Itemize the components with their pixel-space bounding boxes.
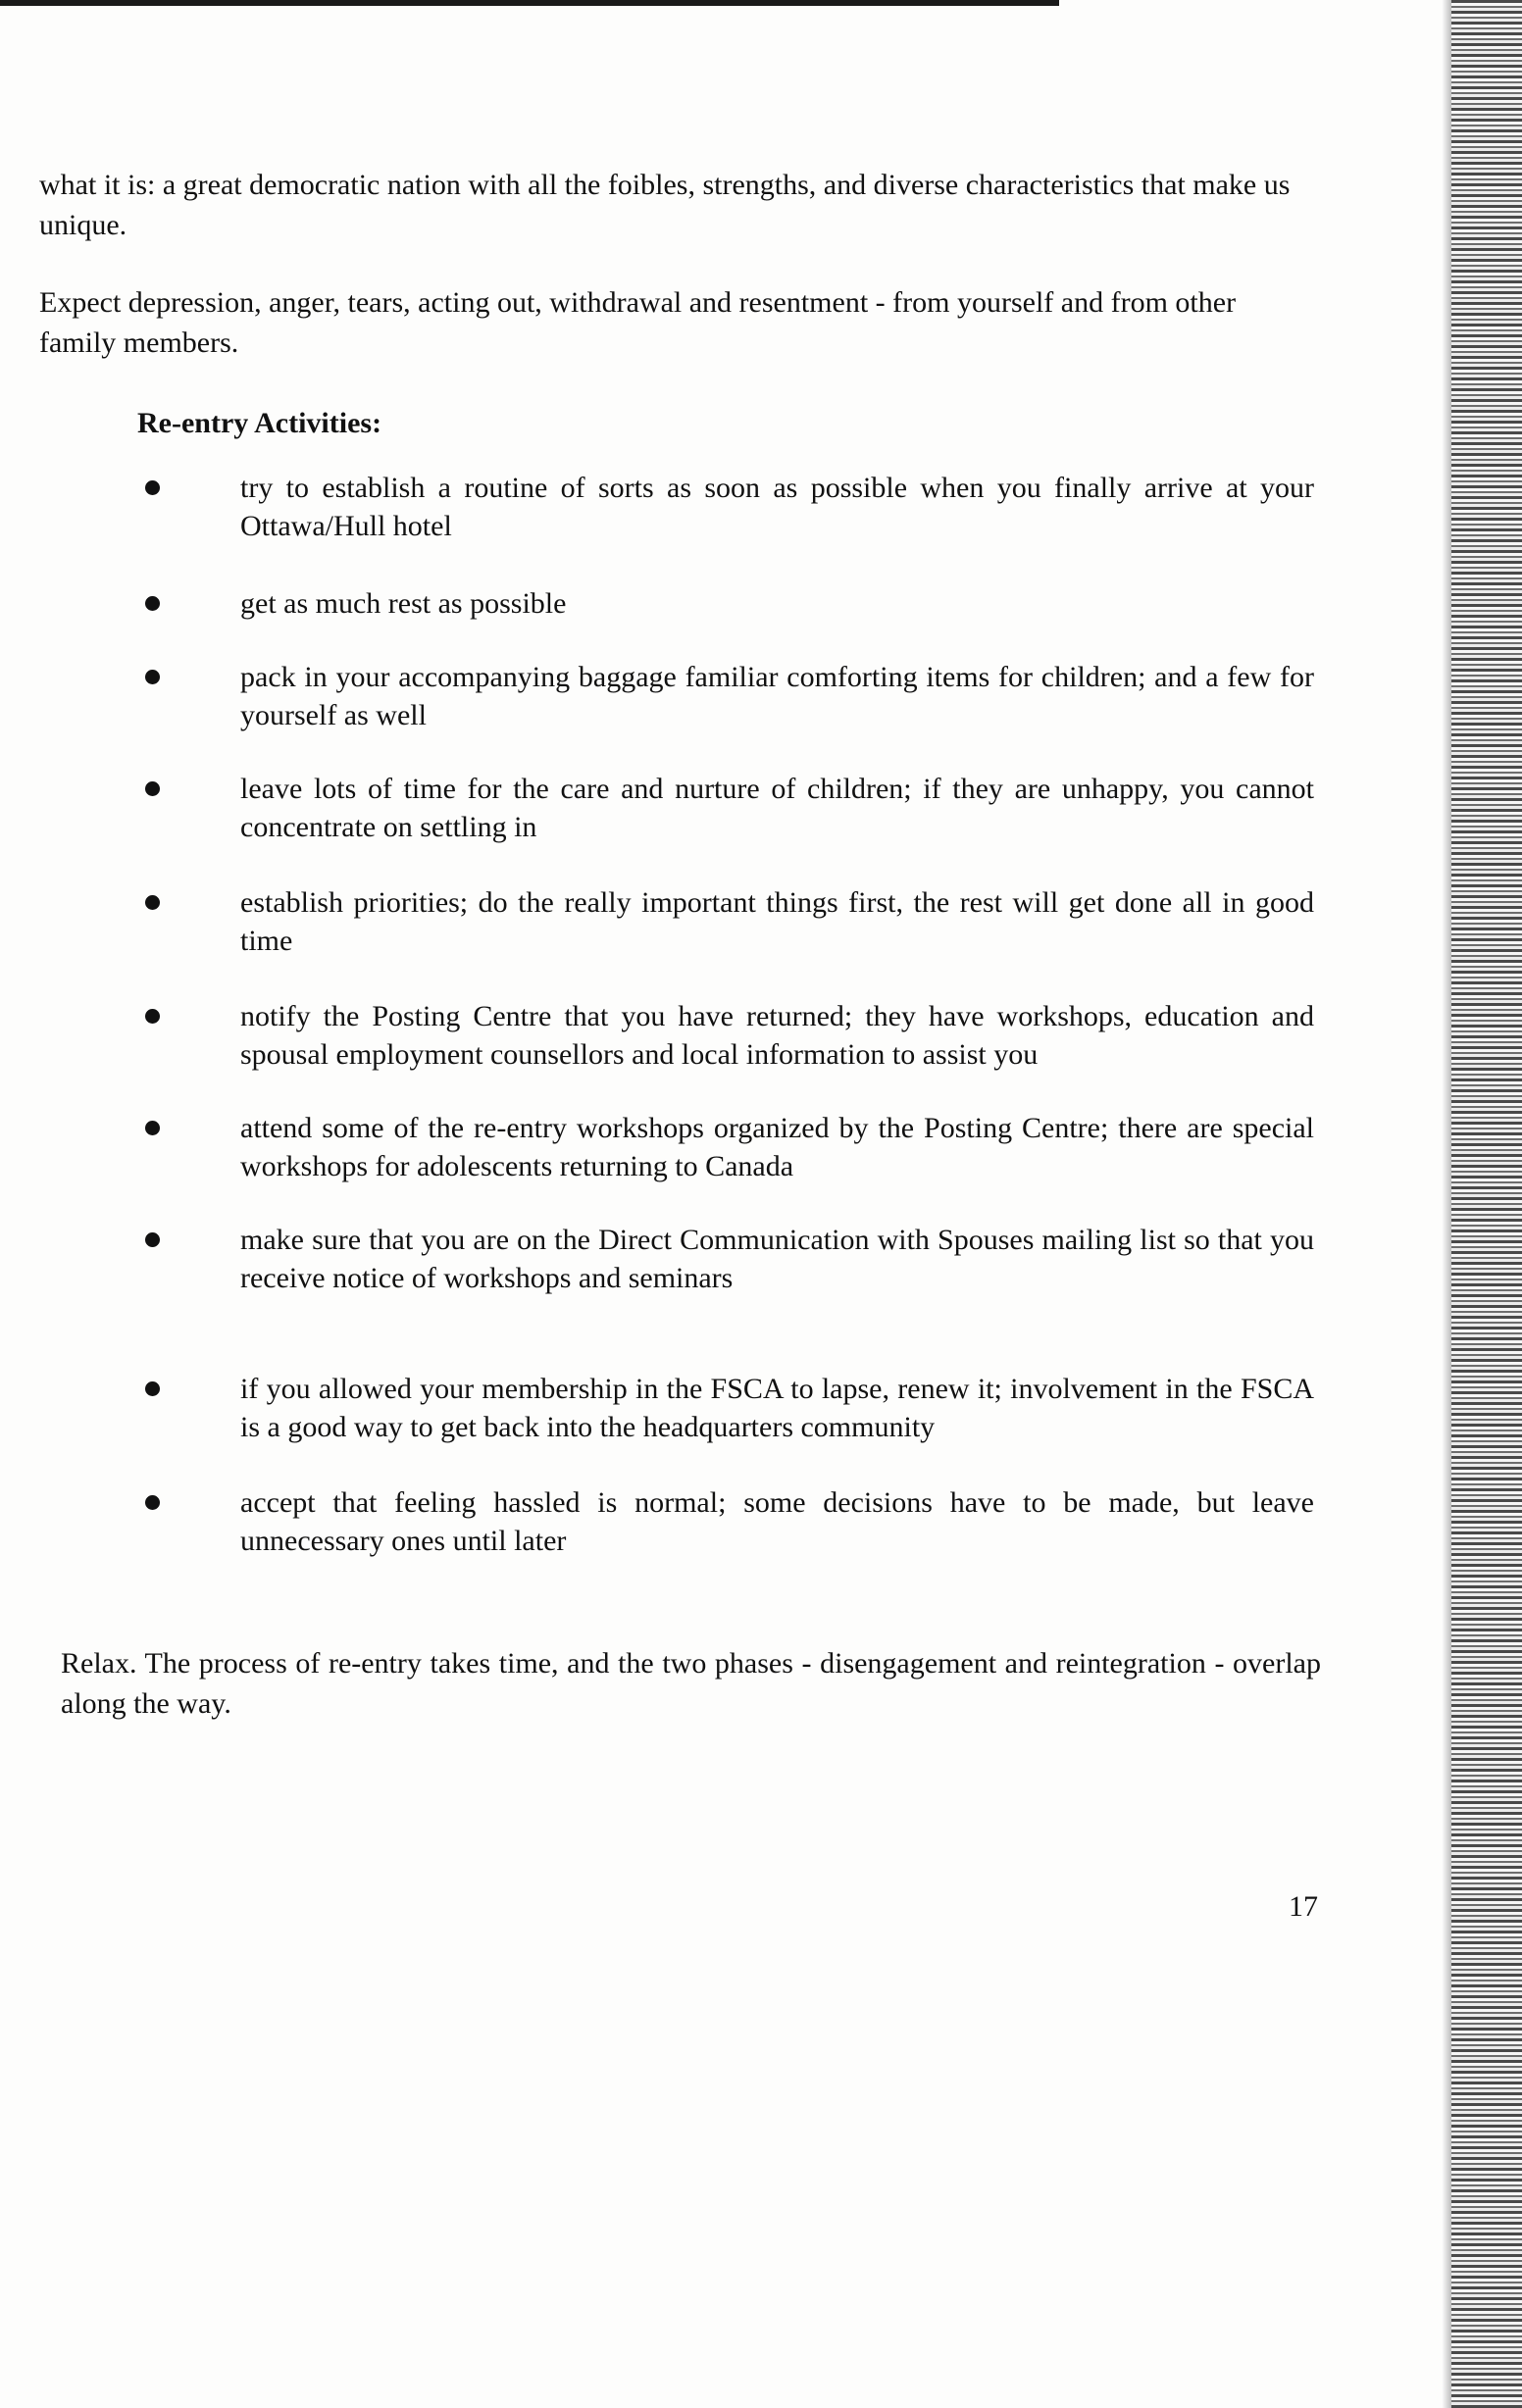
bullet-dot-icon: [145, 1232, 160, 1247]
bullet-dot-icon: [145, 1121, 160, 1135]
reentry-activities-list: [137, 469, 1314, 1560]
list-item: [137, 584, 1314, 623]
scan-top-rule: [0, 0, 1059, 6]
bullet-dot-icon: [145, 895, 160, 910]
bullet-dot-icon: [145, 1009, 160, 1024]
intro-paragraph: what it is: a great democratic nation with all the foibles, strengths, and diverse characteristics that make us unique.: [39, 169, 1291, 241]
list-item: [137, 1109, 1314, 1185]
list-item-text: attend some of the re-entry workshops organized by the Posting Centre; there are special workshops for adolescents returning to Canada: [240, 1112, 1314, 1182]
expect-paragraph: Expect depression, anger, tears, acting out, withdrawal and resentment - from yourself and from other family members.: [39, 286, 1237, 359]
list-item-text: make sure that you are on the Direct Communication with Spouses mailing list so that you receive notice of workshops and seminars: [240, 1224, 1314, 1294]
bullet-dot-icon: [145, 1495, 160, 1510]
list-item-text: accept that feeling hassled is normal; some decisions have to be made, but leave unnecessary ones until later: [240, 1486, 1314, 1557]
page-number: 17: [1289, 1890, 1318, 1923]
list-item-text: if you allowed your membership in the FSCA to lapse, renew it; involvement in the FSCA is a good way to get back into the headquarters community: [240, 1373, 1314, 1443]
bullet-dot-icon: [145, 781, 160, 796]
bullet-dot-icon: [145, 596, 160, 611]
list-item-text: get as much rest as possible: [240, 587, 567, 620]
list-item: [137, 770, 1314, 846]
bullet-dot-icon: [145, 670, 160, 684]
list-item: [137, 997, 1314, 1074]
list-item-text: pack in your accompanying baggage familiar comforting items for children; and a few for yourself as well: [240, 661, 1314, 731]
section-heading: Re-entry Activities:: [137, 407, 382, 439]
list-item: [137, 658, 1314, 734]
list-item-text: leave lots of time for the care and nurture of children; if they are unhappy, you cannot concentrate on settling in: [240, 773, 1314, 843]
list-item-text: establish priorities; do the really important things first, the rest will get done all in good time: [240, 886, 1314, 957]
list-item-text: notify the Posting Centre that you have returned; they have workshops, education and spousal employment counsellors and local information to assist you: [240, 1000, 1314, 1071]
list-item: [137, 1221, 1314, 1297]
list-item: [137, 883, 1314, 960]
list-item-text: try to establish a routine of sorts as soon as possible when you finally arrive at your Ottawa/Hull hotel: [240, 472, 1314, 542]
list-item: [137, 1370, 1314, 1446]
list-item: [137, 469, 1314, 545]
bullet-dot-icon: [145, 480, 160, 495]
scan-binding-edge: [1451, 0, 1522, 2408]
bullet-dot-icon: [145, 1381, 160, 1396]
relax-paragraph: Relax. The process of re-entry takes time, and the two phases - disengagement and reintegration - overlap along the way.: [61, 1647, 1321, 1720]
scan-edge-shadow: [1442, 0, 1451, 2408]
list-item: [137, 1483, 1314, 1560]
